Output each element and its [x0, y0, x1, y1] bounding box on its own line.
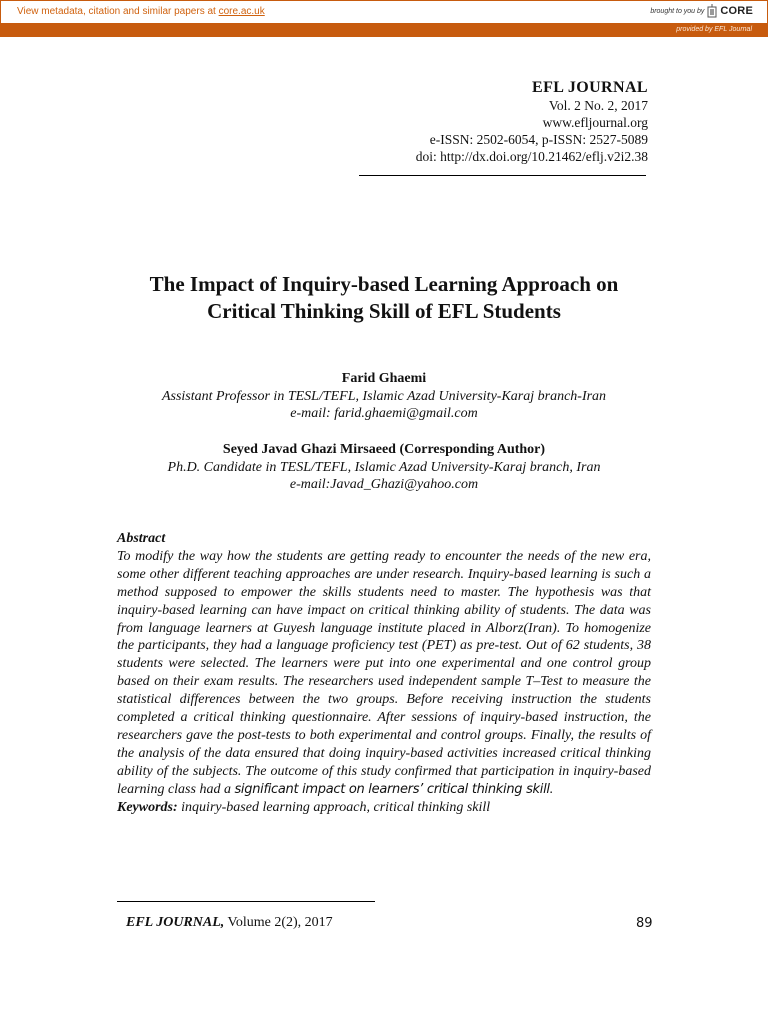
author-email: e-mail: farid.ghaemi@gmail.com	[290, 406, 478, 421]
provided-by-label: provided by EFL Journal	[676, 26, 752, 33]
author-affiliation: Ph.D. Candidate in TESL/TEFL, Islamic Azad University-Karaj branch, Iran	[167, 459, 601, 475]
header-rule	[359, 175, 646, 176]
author-name: Farid Ghaemi	[341, 371, 427, 386]
core-link[interactable]: core.ac.uk	[218, 6, 265, 17]
abstract-text-end: .	[549, 781, 554, 797]
journal-volume: Vol. 2 No. 2, 2017	[548, 98, 648, 113]
abstract-body	[117, 548, 651, 799]
author-block-2	[80, 441, 688, 494]
journal-header	[416, 79, 648, 165]
journal-name: EFL JOURNAL	[532, 79, 648, 96]
core-metadata-text	[17, 6, 265, 17]
author-email: e-mail:Javad_Ghazi@yahoo.com	[289, 477, 479, 492]
core-provided-bar	[0, 24, 768, 37]
abstract-text-tail: significant impact on learners’ critical thinking skill	[234, 781, 550, 797]
footer-journal-name: EFL JOURNAL,	[126, 915, 225, 930]
title-line-2: Critical Thinking Skill of EFL Students	[207, 299, 561, 323]
journal-doi: doi: http://dx.doi.org/10.21462/eflj.v2i2.38	[415, 149, 648, 164]
keywords-text: inquiry-based learning approach, critical thinking skill	[177, 799, 491, 815]
keywords-label: Keywords:	[117, 799, 178, 815]
core-logo-icon	[707, 4, 717, 18]
author-block-1	[80, 370, 688, 423]
abstract-heading: Abstract	[117, 531, 166, 546]
abstract-text: To modify the way how the students are getting ready to encounter the needs of the new era, some other different teaching approaches are under research. Inquiry-based learning is such a method supposed to empower the skills students need to master. The hypothesis was that inquiry-based learning can have impact on critical thinking ability of students. The data was from language learners at Guyesh language institute placed in Alborz(Iran). To homogenize the participants, they had a language proficiency test (PET) as pre-test. Out of 62 students, 38 students were selected. The learners were put into one experimental and one control group based on their exam results. The researchers used independent sample T–Test to measure the statistical differences between the two groups. Before receiving instruction the students completed a critical thinking questionnaire. After sessions of inquiry-based instruction, the researchers gave the post-tests to both experimental and control groups. Finally, the results of the analysis of the data ensured that doing inquiry-based activities increased critical thinking ability of the subjects. The outcome of this study confirmed that participation in inquiry-based learning class had a	[117, 548, 651, 797]
author-name: Seyed Javad Ghazi Mirsaeed (Corresponding Author)	[222, 442, 546, 457]
core-brand[interactable]	[650, 4, 753, 18]
core-banner	[0, 0, 768, 24]
footer-rule	[117, 901, 375, 902]
journal-website: www.efljournal.org	[542, 115, 648, 130]
footer-citation	[126, 915, 333, 931]
brought-to-you-label: brought to you by	[650, 7, 705, 15]
abstract-section	[117, 530, 651, 817]
page-number: 89	[636, 916, 653, 931]
keywords-line	[117, 799, 651, 817]
footer-volume: Volume 2(2), 2017	[224, 915, 333, 930]
journal-issn: e-ISSN: 2502-6054, p-ISSN: 2527-5089	[429, 132, 648, 147]
core-wordmark: CORE	[720, 5, 753, 17]
core-metadata-label: View metadata, citation and similar papers at	[17, 6, 219, 17]
title-line-1: The Impact of Inquiry-based Learning Approach on	[149, 272, 619, 296]
paper-title	[80, 271, 688, 325]
author-affiliation: Assistant Professor in TESL/TEFL, Islamic Azad University-Karaj branch-Iran	[161, 388, 607, 404]
